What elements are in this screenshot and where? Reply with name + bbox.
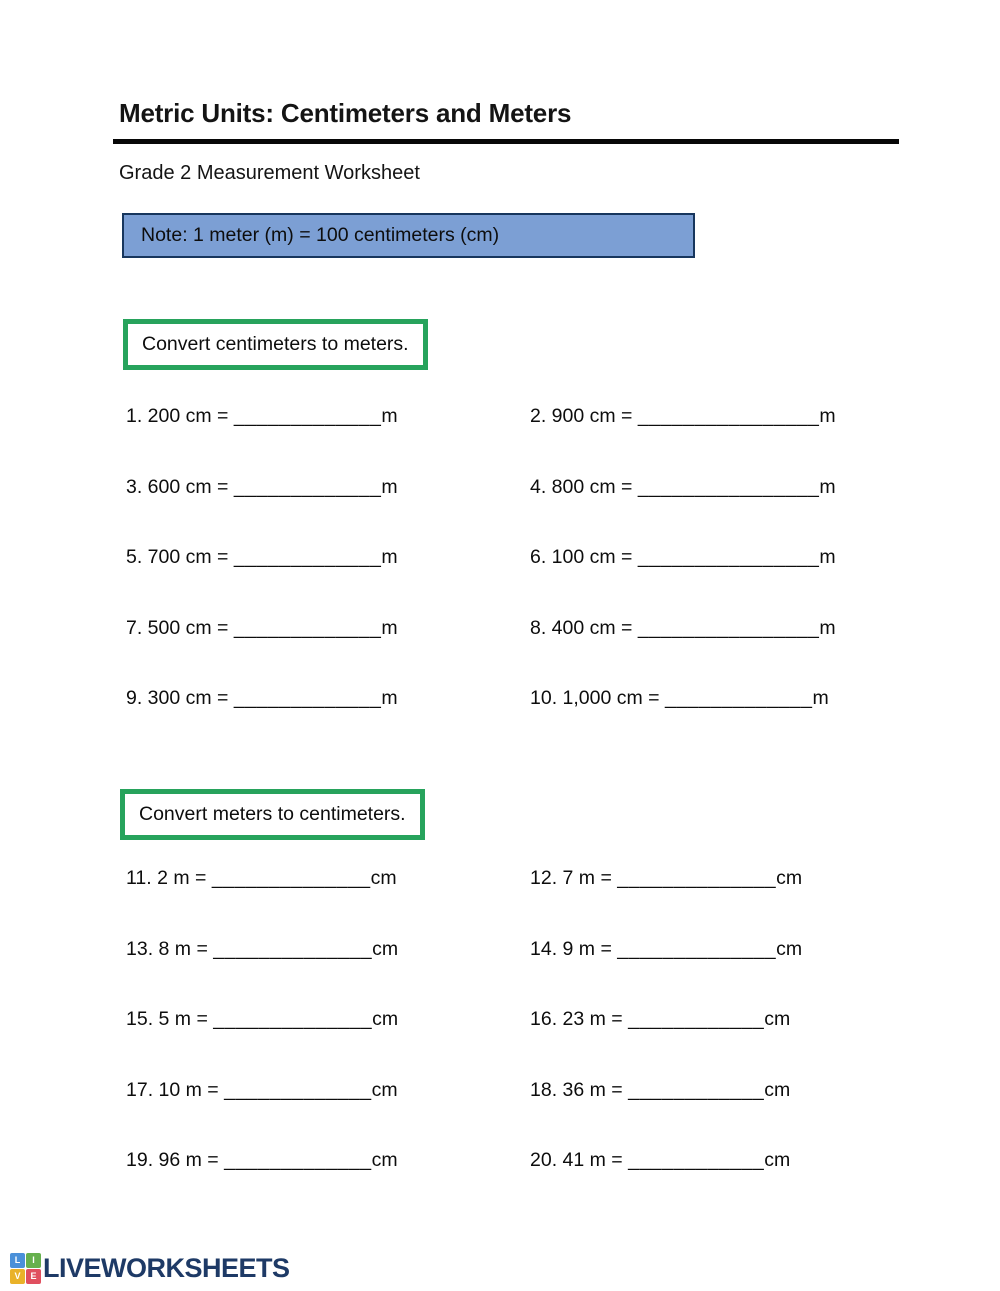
liveworksheets-wordmark: LIVEWORKSHEETS <box>43 1253 290 1283</box>
answer-blank-19[interactable]: _____________ <box>224 1149 372 1171</box>
answer-blank-8[interactable]: ________________ <box>637 616 820 639</box>
unit-label: cm <box>764 1149 791 1171</box>
answer-blank-11[interactable]: ______________ <box>211 867 371 889</box>
unit-label: m <box>819 546 836 568</box>
problem-text: 7. 500 cm = <box>126 616 234 639</box>
problem-row-17 <box>126 1079 530 1150</box>
problem-text: 16. 23 m = <box>530 1008 629 1030</box>
problem-text: 14. 9 m = <box>530 937 618 960</box>
unit-label: cm <box>370 867 397 889</box>
problem-row-1 <box>126 405 530 476</box>
problem-text: 5. 700 cm = <box>126 546 234 568</box>
problem-row-3 <box>126 476 530 547</box>
problem-text: 13. 8 m = <box>126 937 214 960</box>
page-title: Metric Units: Centimeters and Meters <box>119 98 572 128</box>
problem-text: 6. 100 cm = <box>530 546 638 568</box>
answer-blank-3[interactable]: _____________ <box>233 475 382 498</box>
problem-row-13 <box>126 938 530 1009</box>
problem-row-18 <box>530 1079 802 1150</box>
unit-label: m <box>381 405 398 427</box>
unit-label: m <box>812 687 829 709</box>
problem-row-6 <box>530 546 836 617</box>
problem-row-4 <box>530 476 836 547</box>
unit-label: cm <box>764 1008 791 1030</box>
answer-blank-10[interactable]: _____________ <box>664 687 813 709</box>
answer-blank-12[interactable]: ______________ <box>617 867 777 889</box>
logo-square-l: L <box>10 1253 25 1268</box>
problem-row-9 <box>126 687 530 758</box>
problem-text: 18. 36 m = <box>530 1078 629 1101</box>
logo-square-v: V <box>10 1269 25 1284</box>
section-2-instruction: Convert meters to centimeters. <box>120 789 425 840</box>
unit-label: cm <box>776 867 803 889</box>
answer-blank-1[interactable]: _____________ <box>233 405 382 427</box>
unit-label: m <box>381 687 398 709</box>
answer-blank-4[interactable]: ________________ <box>637 475 820 498</box>
answer-blank-17[interactable]: _____________ <box>224 1078 372 1101</box>
problem-text: 1. 200 cm = <box>126 405 234 427</box>
problem-row-20 <box>530 1149 802 1220</box>
unit-label: m <box>381 475 398 498</box>
unit-label: cm <box>764 1078 791 1101</box>
problem-row-16 <box>530 1008 802 1079</box>
liveworksheets-logo-icon <box>10 1253 41 1284</box>
answer-blank-6[interactable]: ________________ <box>637 546 820 568</box>
problem-text: 12. 7 m = <box>530 867 618 889</box>
problem-row-5 <box>126 546 530 617</box>
unit-label: m <box>381 546 398 568</box>
page-subtitle: Grade 2 Measurement Worksheet <box>119 162 420 184</box>
problem-text: 17. 10 m = <box>126 1078 225 1101</box>
unit-label: m <box>819 616 836 639</box>
unit-label: m <box>819 405 836 427</box>
answer-blank-16[interactable]: ____________ <box>628 1008 765 1030</box>
unit-label: cm <box>372 937 399 960</box>
problem-text: 2. 900 cm = <box>530 405 638 427</box>
answer-blank-18[interactable]: ____________ <box>628 1078 765 1101</box>
unit-label: cm <box>776 937 803 960</box>
unit-label: cm <box>371 1149 398 1171</box>
answer-blank-14[interactable]: ______________ <box>617 937 777 960</box>
problem-text: 4. 800 cm = <box>530 475 638 498</box>
unit-label: m <box>381 616 398 639</box>
note-box: Note: 1 meter (m) = 100 centimeters (cm) <box>122 213 695 258</box>
unit-label: cm <box>371 1078 398 1101</box>
problem-row-7 <box>126 617 530 688</box>
answer-blank-2[interactable]: ________________ <box>637 405 820 427</box>
problem-text: 3. 600 cm = <box>126 475 234 498</box>
section-1-problems <box>126 405 836 758</box>
problem-row-2 <box>530 405 836 476</box>
answer-blank-13[interactable]: ______________ <box>213 937 373 960</box>
problem-row-10 <box>530 687 836 758</box>
logo-square-i: I <box>26 1253 41 1268</box>
answer-blank-15[interactable]: ______________ <box>213 1008 373 1030</box>
unit-label: cm <box>372 1008 399 1030</box>
liveworksheets-footer <box>10 1253 290 1284</box>
answer-blank-20[interactable]: ____________ <box>628 1149 765 1171</box>
answer-blank-9[interactable]: _____________ <box>233 687 382 709</box>
problem-text: 15. 5 m = <box>126 1008 214 1030</box>
problem-row-8 <box>530 617 836 688</box>
logo-square-e: E <box>26 1269 41 1284</box>
problem-row-11 <box>126 867 530 938</box>
section-1-instruction: Convert centimeters to meters. <box>123 319 428 370</box>
problem-text: 8. 400 cm = <box>530 616 638 639</box>
problem-row-14 <box>530 938 802 1009</box>
answer-blank-5[interactable]: _____________ <box>233 546 382 568</box>
problem-row-19 <box>126 1149 530 1220</box>
section-2-problems <box>126 867 802 1220</box>
problem-text: 10. 1,000 cm = <box>530 687 665 709</box>
unit-label: m <box>819 475 836 498</box>
answer-blank-7[interactable]: _____________ <box>233 616 382 639</box>
problem-text: 19. 96 m = <box>126 1149 225 1171</box>
problem-text: 9. 300 cm = <box>126 687 234 709</box>
problem-text: 11. 2 m = <box>126 867 212 889</box>
title-divider <box>113 139 899 144</box>
problem-row-15 <box>126 1008 530 1079</box>
problem-text: 20. 41 m = <box>530 1149 629 1171</box>
problem-row-12 <box>530 867 802 938</box>
